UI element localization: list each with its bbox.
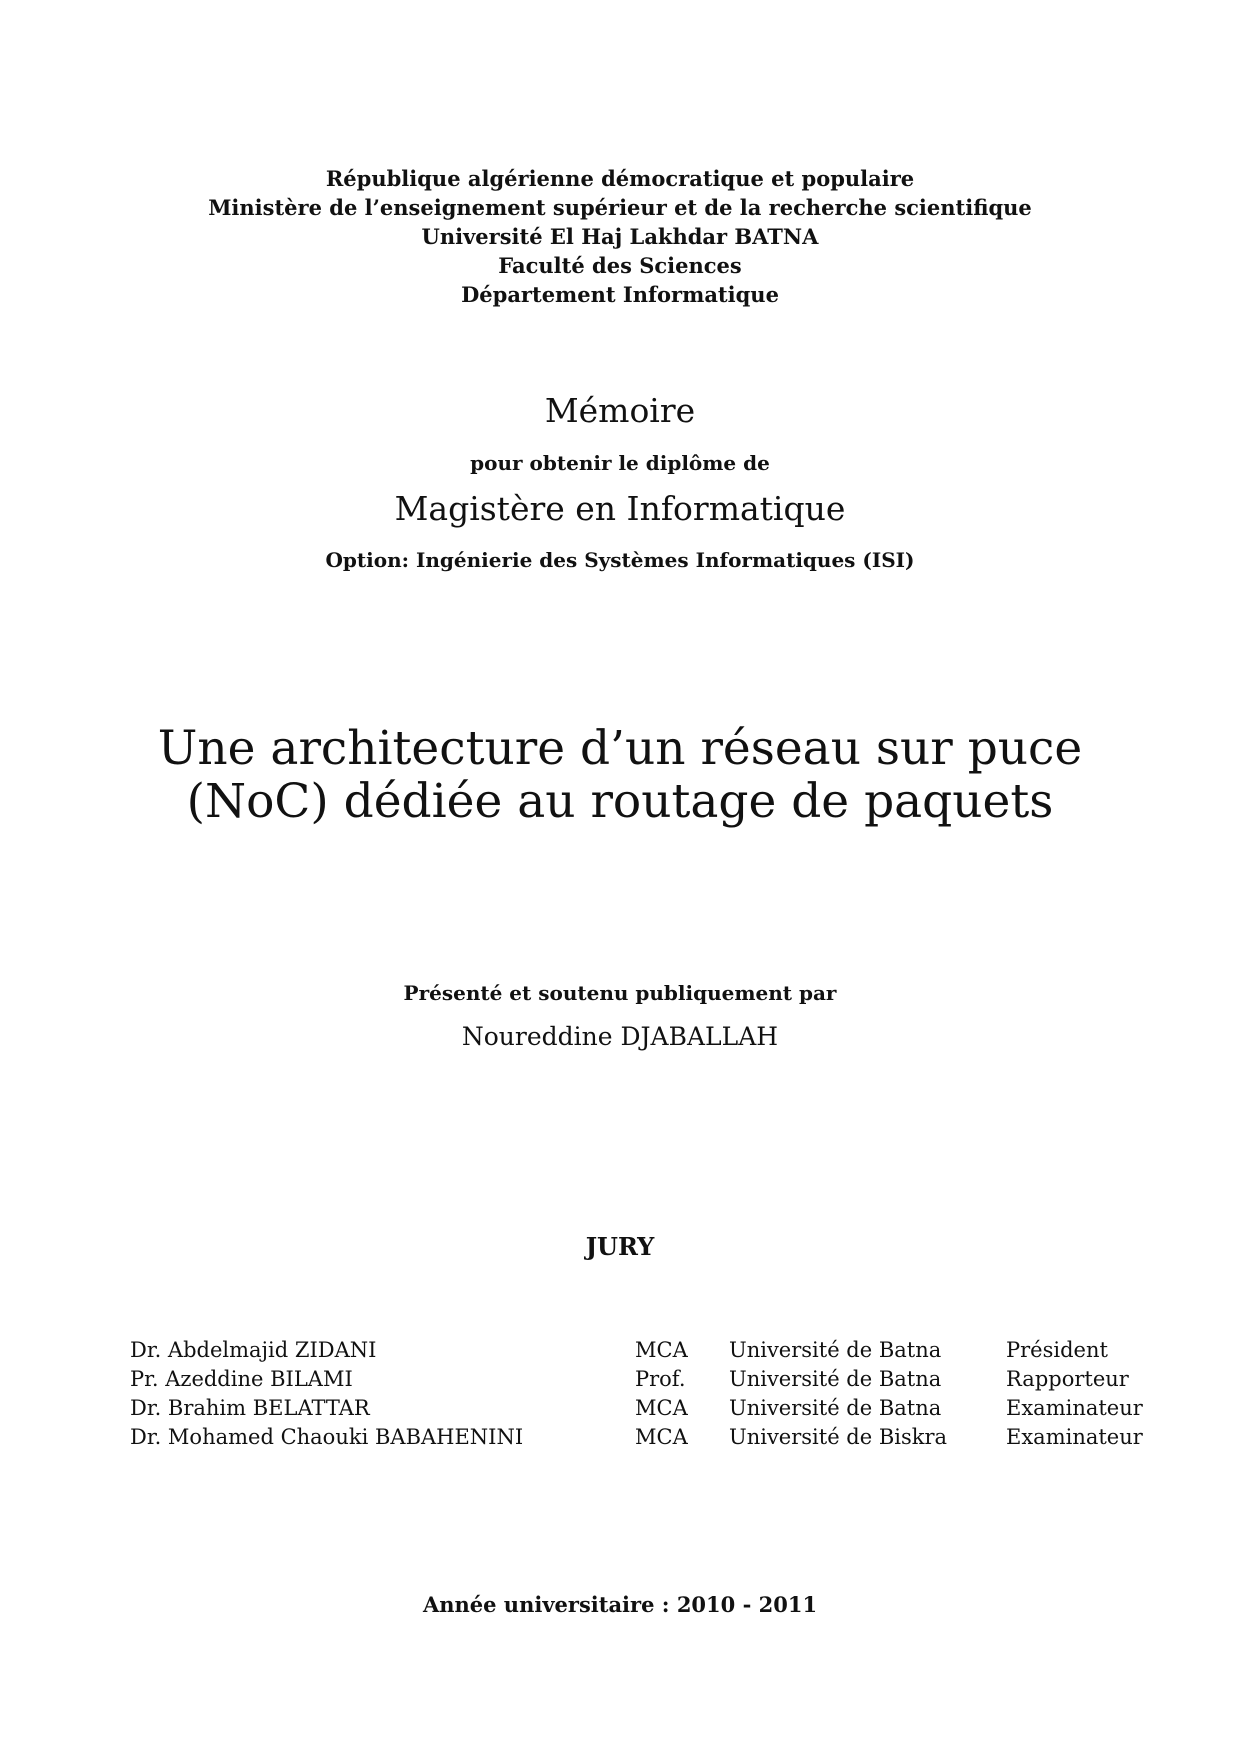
document-type: Mémoire <box>544 391 696 430</box>
thesis-title-line2: (NoC) dédiée au routage de paquets <box>186 774 1054 829</box>
jury-member-university: Université de Batna <box>729 1396 942 1420</box>
jury-row <box>130 1365 1176 1394</box>
jury-member-role: Examinateur <box>1006 1425 1143 1449</box>
jury-row <box>130 1423 1176 1452</box>
jury-member-role: Rapporteur <box>1006 1367 1129 1391</box>
jury-member-role: Examinateur <box>1006 1396 1143 1420</box>
thesis-title <box>0 722 1240 828</box>
jury-member-role: Président <box>1006 1338 1108 1362</box>
jury-member-university: Université de Batna <box>729 1367 942 1391</box>
degree-purpose: pour obtenir le diplôme de <box>470 451 770 475</box>
header-university: Université El Haj Lakhdar BATNA <box>421 224 819 249</box>
jury-member-name: Dr. Mohamed Chaouki BABAHENINI <box>130 1425 524 1449</box>
jury-member-university: Université de Batna <box>729 1338 942 1362</box>
jury-member-grade: MCA <box>635 1396 688 1420</box>
jury-member-grade: Prof. <box>635 1367 686 1391</box>
header-department: Département Informatique <box>461 282 779 307</box>
header-republic: République algérienne démocratique et populaire <box>325 166 915 191</box>
jury-member-grade: MCA <box>635 1425 688 1449</box>
header-ministry: Ministère de l’enseignement supérieur et de la recherche scientifique <box>208 195 1032 220</box>
institution-header <box>0 164 1240 309</box>
jury-member-university: Université de Biskra <box>729 1425 948 1449</box>
jury-heading: JURY <box>585 1232 655 1261</box>
academic-year: Année universitaire : 2010 - 2011 <box>422 1592 818 1617</box>
jury-member-name: Pr. Azeddine BILAMI <box>130 1367 353 1391</box>
thesis-title-line1: Une architecture d’un réseau sur puce <box>157 721 1083 776</box>
jury-row <box>130 1394 1176 1423</box>
presented-by-label: Présenté et soutenu publiquement par <box>403 981 837 1005</box>
degree-name: Magistère en Informatique <box>394 489 846 528</box>
jury-member-grade: MCA <box>635 1338 688 1362</box>
jury-table <box>130 1336 1176 1452</box>
jury-member-name: Dr. Brahim BELATTAR <box>130 1396 370 1420</box>
header-faculty: Faculté des Sciences <box>498 253 742 278</box>
jury-row <box>130 1336 1176 1365</box>
degree-option: Option: Ingénierie des Systèmes Informatiques (ISI) <box>325 548 915 572</box>
jury-member-name: Dr. Abdelmajid ZIDANI <box>130 1338 377 1362</box>
author-name: Noureddine DJABALLAH <box>461 1022 779 1051</box>
